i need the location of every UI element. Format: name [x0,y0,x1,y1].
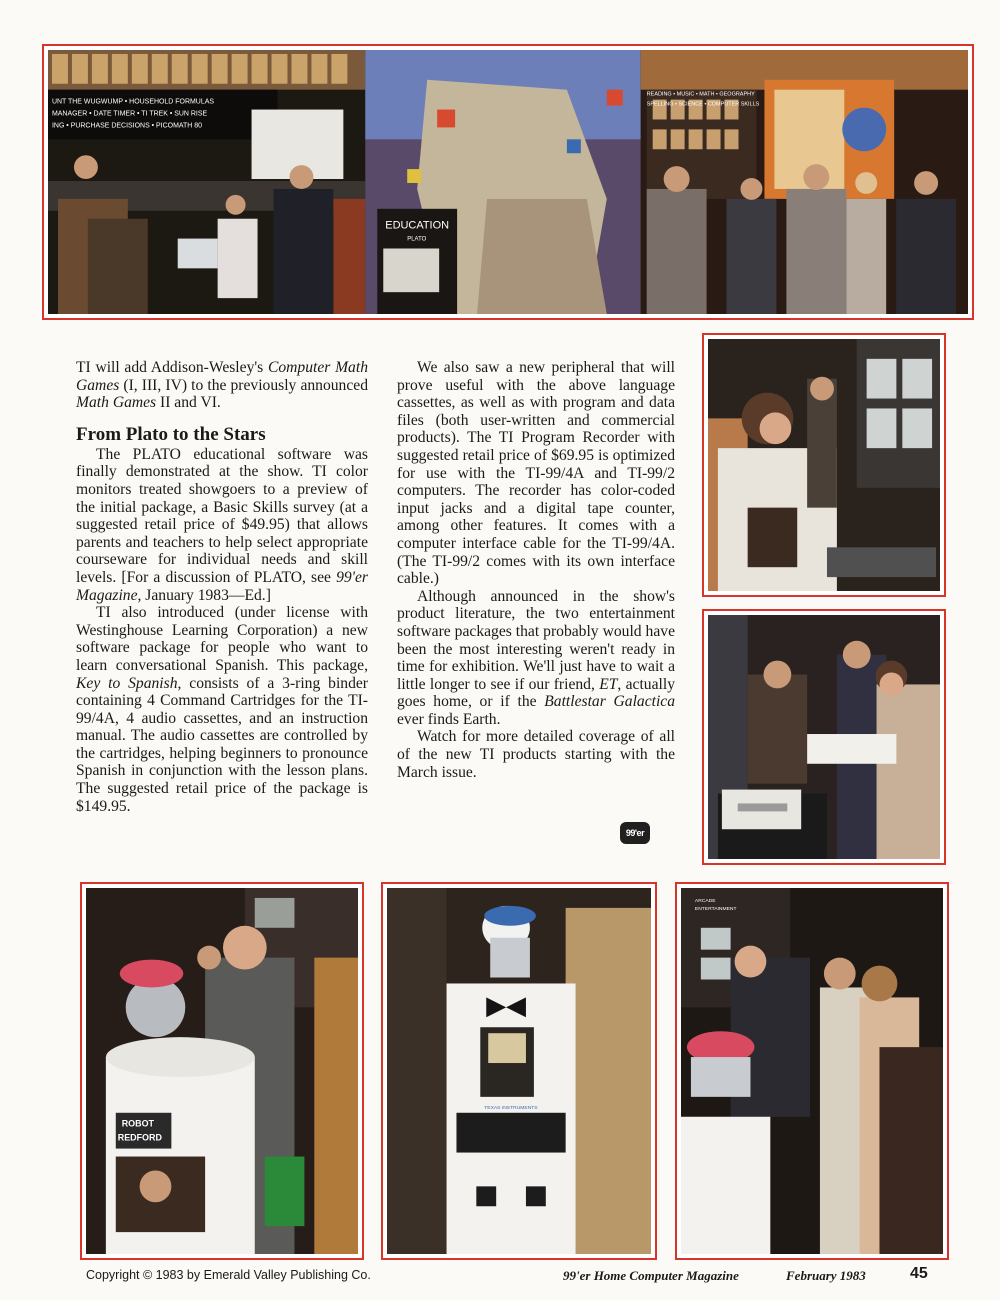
robot-sign-line-1: ROBOT [121,1118,154,1129]
arcade-sign-line-2: ENTERTAINMENT [694,906,737,912]
top-left-sign-line-3: ING • PURCHASE DECISIONS • PICOMATH 80 [51,122,203,130]
program-recorder-demo-image [708,339,940,591]
article-column-1 [76,359,368,815]
plato-paragraph: The PLATO educational software was finally demonstrated at the show. TI color monitors treated showgoers to a preview of the initial package, a Basic Skills survey (at a suggested retail price of $49.95) that allows parents and teachers to help select appropriate courseware for individual needs and skill levels. [For a discussion of PLATO, see 99'er Magazine, January 1983—Ed.] [76,445,368,604]
program-recorder-demo-photo [702,333,946,597]
entertainment-paragraph: Although announced in the show's product literature, the two entertainment software packages that probably would have been the most interesting weren't ready in time for exhibition. We'll just have to wait a little longer to see if our friend, ET, actually goes home, or if the Battlestar Galactica ever finds Earth. [397,587,675,728]
top-left-sign-line-2: MANAGER • DATE TIMER • TI TREK • SUN RISE [51,110,208,118]
printer-booth-photo [702,609,946,865]
top-right-sign-line-2: SPELLING • SCIENCE • COMPUTER SKILLS [646,101,760,108]
magazine-reference: 99'er Magazine [76,568,368,604]
top-booth-photo-image [48,50,968,314]
robot-sign-line-2: REDFORD [117,1132,162,1143]
closing-paragraph: Watch for more detailed coverage of all of the new TI products starting with the March issue. [397,728,675,781]
intro-paragraph: TI will add Addison-Wesley's Computer Math Games (I, III, IV) to the previously announced Math Games II and VI. [76,359,368,412]
education-sign: EDUCATION [385,219,450,232]
math-games-title: Math Games [76,394,157,412]
top-right-sign-line-1: READING • MUSIC • MATH • GEOGRAPHY [646,91,755,98]
top-booth-photo [42,44,974,320]
arcade-sign-line-1: ARCADE [694,898,716,904]
battlestar-galactica-title: Battlestar Galactica [544,693,675,711]
robot-redford-image [86,888,358,1254]
bow-tie-robot-image [387,888,651,1254]
magazine-name: 99'er Home Computer Magazine [563,1268,739,1283]
top-left-sign-line-1: UNT THE WUGWUMP • HOUSEHOLD FORMULAS [51,98,215,106]
plato-sign: PLATO [407,236,427,243]
program-recorder-paragraph: We also saw a new peripheral that will prove useful with the above language cassettes, as well as with program and data files (both user-written and commercial products). The TI Program Recorder with suggested retail price of $69.95 is optimized for use with the TI-99/4A and TI-99/2 computers. The recorder has color-coded input jacks and a digital tape counter, among other features. It comes with a computer interface cable for the TI-99/4A. (The TI-99/2 comes with its own interface cable.) [397,359,675,588]
article-column-2 [397,359,675,781]
arcade-entertainment-photo [675,882,949,1260]
robot-brand-label: TEXAS INSTRUMENTS [484,1105,538,1111]
issue-date: February 1983 [786,1268,866,1283]
page-number: 45 [910,1265,928,1282]
et-title: ET [599,675,618,693]
spanish-paragraph: TI also introduced (under license with Westinghouse Learning Corporation) a new software package for people who want to learn conversational Spanish. This package, Key to Spanish, consists of a 3-ring binder containing 4 Command Cartridges for the TI-99/4A, 4 audio cassettes, and an instruction manual. The audio cassettes are controlled by the cartridges, helping beginners to pronounce Spanish in conjunction with the lesson plans. The suggested retail price of the package is $149.95. [76,604,368,815]
section-heading: From Plato to the Stars [76,423,266,445]
key-to-spanish-title: Key to Spanish [76,674,178,692]
end-of-article-logo: 99'er [620,822,650,844]
robot-redford-photo [80,882,364,1260]
arcade-entertainment-image [681,888,943,1254]
computer-math-games-title: Computer Math Games [76,359,368,394]
bow-tie-robot-photo [381,882,657,1260]
printer-booth-image [708,615,940,859]
copyright-notice: Copyright © 1983 by Emerald Valley Publishing Co. [86,1268,371,1282]
